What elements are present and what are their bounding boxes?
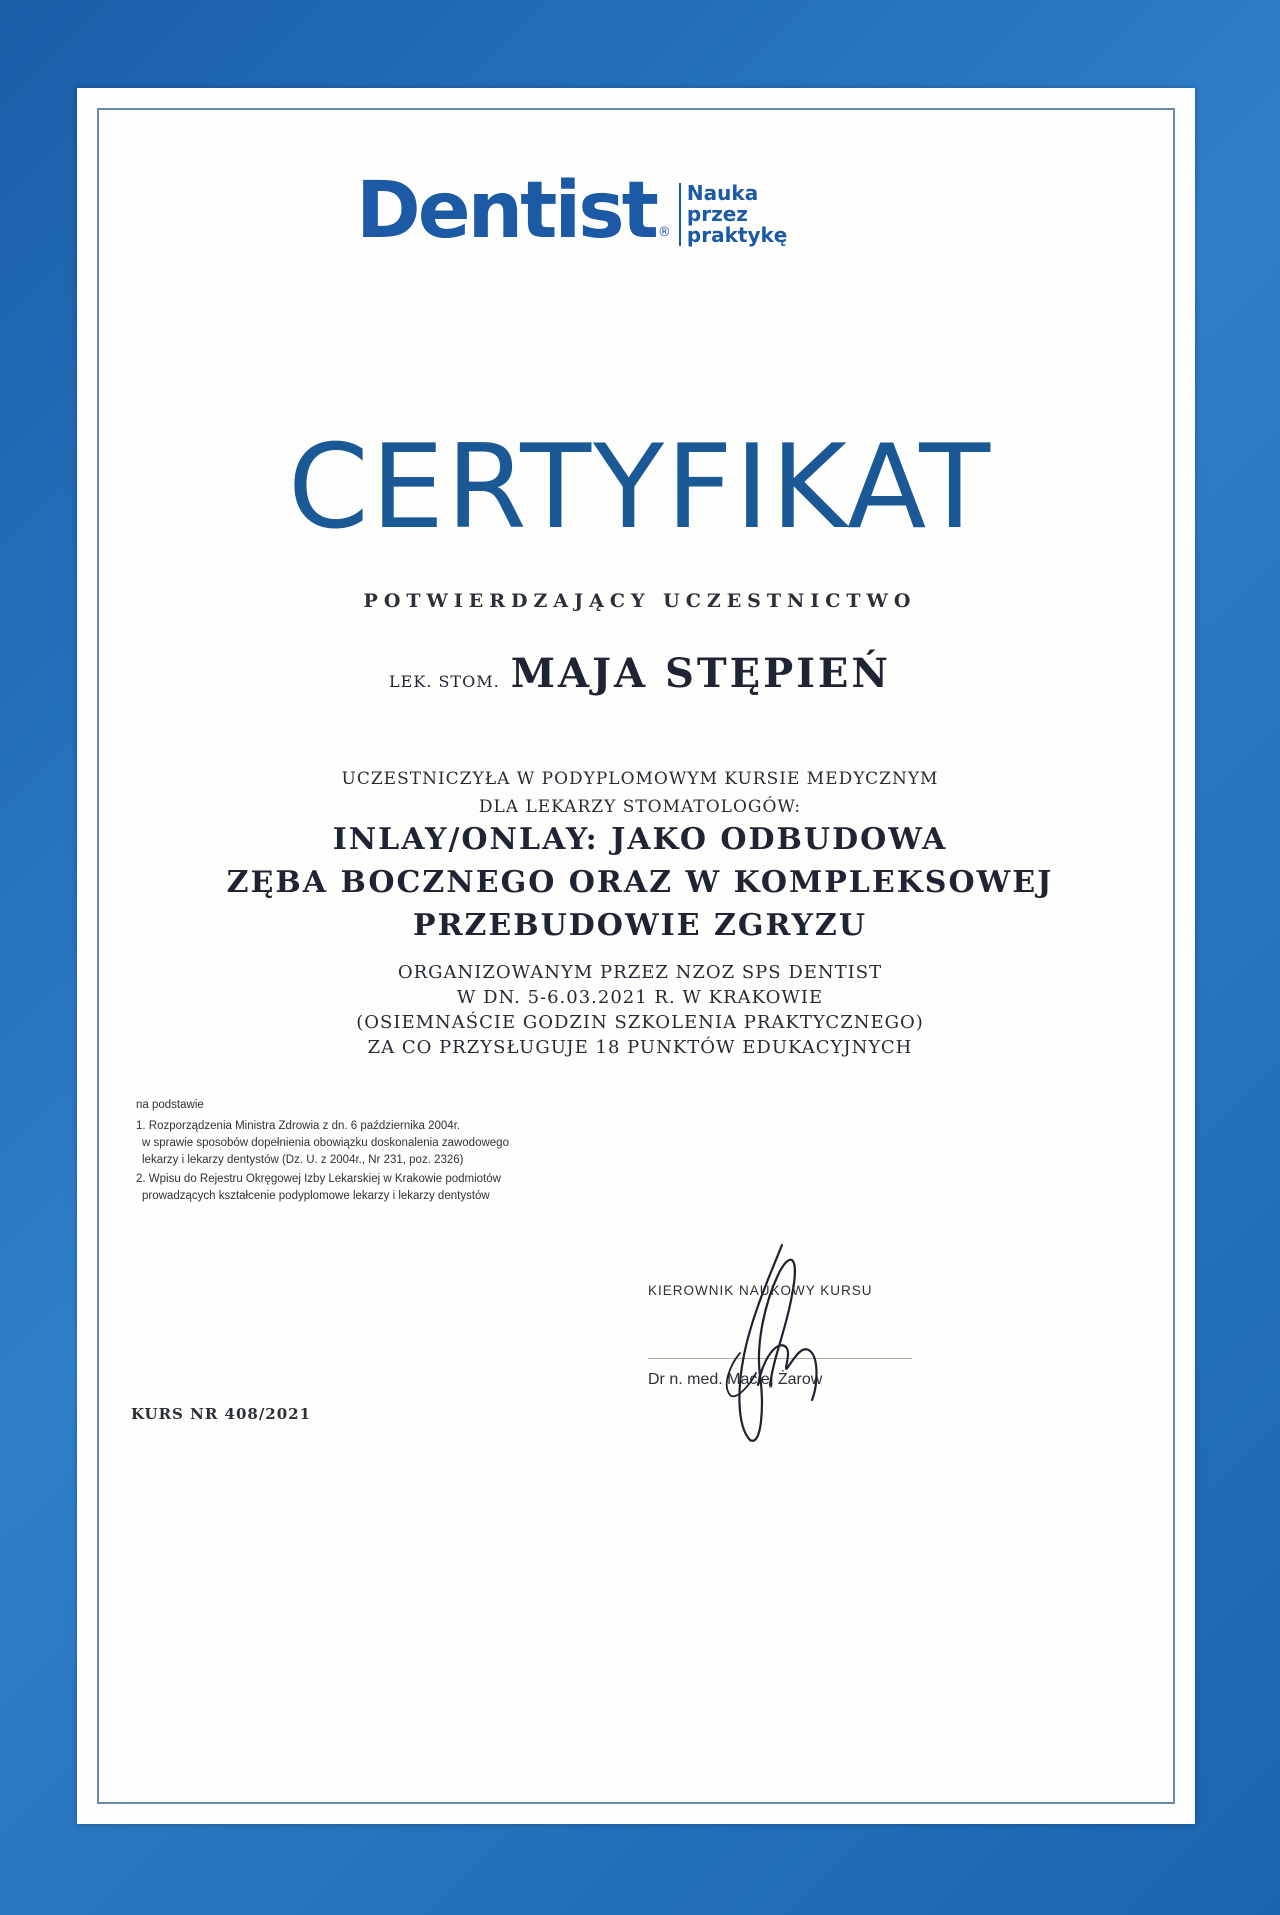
legal-basis-item-2 (136, 1171, 509, 1205)
certificate-title: CERTYFIKAT (287, 420, 993, 555)
legal-basis-line: lekarzy i lekarzy dentystów (Dz. U. z 2004r., Nr 231, poz. 2326) (142, 1154, 464, 1166)
course-title (0, 818, 1280, 947)
course-title-line: INLAY/ONLAY: JAKO ODBUDOWA (332, 822, 948, 857)
legal-basis (136, 1097, 509, 1205)
handwritten-signature (700, 1235, 850, 1450)
legal-basis-line: prowadzących kształcenie podyplomowe lekarzy i lekarzy dentystów (142, 1190, 490, 1202)
organizer-line: ZA CO PRZYSŁUGUJE 18 PUNKTÓW EDUKACYJNYCH (367, 1037, 913, 1058)
legal-basis-item-1 (136, 1118, 509, 1169)
certificate-border (97, 108, 1175, 1804)
legal-basis-line: w sprawie sposobów dopełnienia obowiązku doskonalenia zawodowego (142, 1137, 509, 1149)
dentist-logo (356, 160, 788, 256)
participation-line: DLA LEKARZY STOMATOLOGÓW: (478, 797, 802, 817)
signatory-title: KIEROWNIK NAUKOWY KURSU (648, 1283, 873, 1298)
legal-basis-heading: na podstawie (136, 1099, 204, 1111)
organizer-line: (OSIEMNAŚCIE GODZIN SZKOLENIA PRAKTYCZNEGO) (356, 1012, 924, 1033)
tagline-line: praktykę (686, 223, 788, 247)
organizer-details (0, 960, 1280, 1060)
registered-mark: ® (657, 225, 671, 240)
organizer-line: ORGANIZOWANYM PRZEZ NZOZ SPS DENTIST (397, 962, 883, 983)
legal-basis-line: 1. Rozporządzenia Ministra Zdrowia z dn. 6 października 2004r. (136, 1120, 461, 1132)
recipient-name: MAJA STĘPIEŃ (510, 650, 891, 697)
course-number: KURS NR 408/2021 (131, 1405, 312, 1423)
legal-basis-line: 2. Wpisu do Rejestru Okręgowej Izby Lekarskiej w Krakowie podmiotów (136, 1173, 501, 1185)
recipient-prefix: LEK. STOM. (389, 672, 500, 691)
participation-statement (0, 765, 1280, 821)
logo-wordmark: Dentist (356, 166, 656, 256)
recipient (0, 650, 1280, 697)
certificate-paper (77, 88, 1195, 1824)
tagline-line: przez (686, 202, 748, 226)
logo-tagline (679, 183, 787, 246)
certificate-subtitle: POTWIERDZAJĄCY UCZESTNICTWO (363, 590, 917, 612)
tagline-line: Nauka (686, 181, 759, 205)
course-title-line: PRZEBUDOWIE ZGRYZU (413, 908, 867, 943)
signatory-name: Dr n. med. Maciej Żarow (648, 1371, 823, 1388)
organizer-line: W DN. 5-6.03.2021 R. W KRAKOWIE (456, 987, 824, 1008)
participation-line: UCZESTNICZYŁA W PODYPLOMOWYM KURSIE MEDYCZNYM (341, 769, 939, 789)
course-title-line: ZĘBA BOCZNEGO ORAZ W KOMPLEKSOWEJ (226, 865, 1054, 900)
